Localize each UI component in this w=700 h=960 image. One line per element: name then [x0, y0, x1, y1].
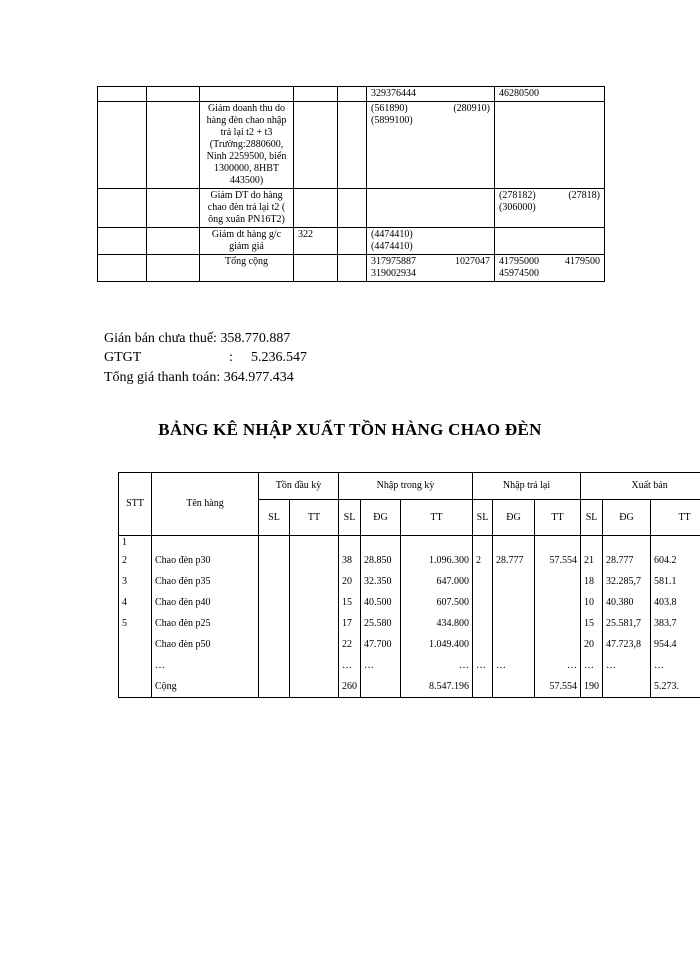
- cell-name: …: [152, 655, 259, 676]
- value-text: (278182): [499, 190, 536, 201]
- cell-blank-a: [98, 255, 147, 282]
- cell-val1: [367, 228, 495, 255]
- value-text: (561890): [371, 103, 408, 114]
- cell-n-dg: 32.350: [361, 571, 401, 592]
- value-text: 4179500: [565, 256, 600, 267]
- cell-x-tt: 954.4: [651, 634, 700, 655]
- cell-blank-a: [98, 228, 147, 255]
- inventory-table-body: [119, 536, 700, 698]
- cell-x-tt: [651, 536, 700, 551]
- cell-val2: [495, 255, 605, 282]
- cell-name: [152, 536, 259, 551]
- inventory-row: [119, 536, 700, 551]
- cell-name: Chao đèn p35: [152, 571, 259, 592]
- cell-n-dg: 47.700: [361, 634, 401, 655]
- cell-r-dg: [493, 634, 535, 655]
- cell-r-dg: [493, 571, 535, 592]
- cell-r-dg: 28.777: [493, 550, 535, 571]
- cell-r-sl: [473, 634, 493, 655]
- cell-x-sl: 18: [581, 571, 603, 592]
- cell-r-tt: [535, 571, 581, 592]
- inventory-row: [119, 571, 700, 592]
- value-text: 45974500: [499, 268, 539, 279]
- cell-val2: [495, 189, 605, 228]
- cell-stt: [119, 676, 152, 698]
- value-line: [499, 256, 600, 268]
- revenue-table-row: [98, 189, 605, 228]
- cell-r-sl: [473, 676, 493, 698]
- cell-r-tt: 57.554: [535, 676, 581, 698]
- cell-ton-tt: [290, 634, 339, 655]
- cell-n-sl: 15: [339, 592, 361, 613]
- cell-ton-tt: [290, 592, 339, 613]
- cell-ton-sl: [259, 536, 290, 551]
- value-text: (27818): [568, 190, 600, 201]
- inventory-table-container: [118, 472, 700, 698]
- inventory-row: [119, 676, 700, 698]
- inventory-row: [119, 550, 700, 571]
- header-name: Tên hàng: [152, 473, 259, 536]
- cell-quantity: [294, 189, 338, 228]
- header-opening-sl: SL: [259, 500, 290, 536]
- cell-blank-a: [98, 87, 147, 102]
- cell-n-tt: 1.096.300: [401, 550, 473, 571]
- inventory-row: [119, 655, 700, 676]
- cell-val1: [367, 87, 495, 102]
- cell-blank-c: [338, 228, 367, 255]
- cell-ton-sl: [259, 571, 290, 592]
- value-line: [371, 115, 490, 127]
- value-line: [371, 88, 490, 100]
- cell-ton-sl: [259, 655, 290, 676]
- value-line: [499, 268, 600, 280]
- cell-n-sl: 38: [339, 550, 361, 571]
- value-text: 1027047: [455, 256, 490, 267]
- cell-ton-sl: [259, 613, 290, 634]
- value-line: [499, 190, 600, 202]
- cell-n-tt: [401, 536, 473, 551]
- header-opening-tt: TT: [290, 500, 339, 536]
- revenue-table-row: [98, 228, 605, 255]
- vat-separator: :: [229, 350, 233, 365]
- cell-x-sl: 20: [581, 634, 603, 655]
- cell-description: Giảm DT do hàng chao đèn trả lại t2 ( ông xuân PN16T2): [200, 189, 294, 228]
- cell-ton-tt: [290, 676, 339, 698]
- cell-r-dg: …: [493, 655, 535, 676]
- cell-ton-tt: [290, 613, 339, 634]
- inventory-row: [119, 613, 700, 634]
- header-return-sl: SL: [473, 500, 493, 536]
- value-text: 317975887: [371, 256, 416, 267]
- value-line: [499, 202, 600, 214]
- revenue-table-row: [98, 255, 605, 282]
- cell-quantity: [294, 255, 338, 282]
- cell-r-sl: [473, 536, 493, 551]
- cell-r-dg: [493, 613, 535, 634]
- header-import-tt: TT: [401, 500, 473, 536]
- cell-stt: [119, 634, 152, 655]
- cell-ton-sl: [259, 634, 290, 655]
- header-group-sales: Xuất bán: [581, 473, 700, 500]
- header-import-dg: ĐG: [361, 500, 401, 536]
- cell-x-tt: 581.1: [651, 571, 700, 592]
- cell-stt: 3: [119, 571, 152, 592]
- cell-n-sl: [339, 536, 361, 551]
- cell-description: Tổng cộng: [200, 255, 294, 282]
- cell-r-sl: [473, 613, 493, 634]
- cell-n-dg: [361, 676, 401, 698]
- cell-n-sl: 20: [339, 571, 361, 592]
- value-text: (306000): [499, 202, 536, 213]
- cell-blank-c: [338, 87, 367, 102]
- cell-blank-c: [338, 255, 367, 282]
- cell-r-tt: 57.554: [535, 550, 581, 571]
- cell-stt: 5: [119, 613, 152, 634]
- value-line: [371, 103, 490, 115]
- cell-n-sl: …: [339, 655, 361, 676]
- revenue-table-row: [98, 87, 605, 102]
- cell-x-tt: 383.7: [651, 613, 700, 634]
- cell-description: Giảm dt hàng g/c giảm giá: [200, 228, 294, 255]
- cell-n-dg: 25.580: [361, 613, 401, 634]
- header-return-dg: ĐG: [493, 500, 535, 536]
- cell-x-sl: 15: [581, 613, 603, 634]
- cell-name: Chao đèn p50: [152, 634, 259, 655]
- cell-blank-b: [147, 87, 200, 102]
- cell-n-dg: 28.850: [361, 550, 401, 571]
- cell-x-dg: [603, 536, 651, 551]
- cell-ton-tt: [290, 655, 339, 676]
- cell-x-dg: 47.723,8: [603, 634, 651, 655]
- cell-val1: [367, 102, 495, 189]
- cell-x-dg: [603, 676, 651, 698]
- cell-blank-a: [98, 189, 147, 228]
- cell-quantity: [294, 102, 338, 189]
- cell-r-dg: [493, 536, 535, 551]
- cell-blank-b: [147, 228, 200, 255]
- inventory-table: [118, 472, 700, 698]
- header-group-return: Nhập trả lại: [473, 473, 581, 500]
- cell-blank-c: [338, 102, 367, 189]
- cell-blank-b: [147, 102, 200, 189]
- cell-stt: [119, 655, 152, 676]
- cell-val2: [495, 228, 605, 255]
- value-line: [371, 229, 490, 241]
- value-text: (5899100): [371, 115, 413, 126]
- cell-n-tt: 647.000: [401, 571, 473, 592]
- value-text: (4474410): [371, 241, 413, 252]
- cell-blank-c: [338, 189, 367, 228]
- cell-r-tt: …: [535, 655, 581, 676]
- revenue-table: [97, 86, 605, 282]
- cell-x-tt: …: [651, 655, 700, 676]
- cell-r-tt: [535, 536, 581, 551]
- header-group-opening: Tồn đầu kỳ: [259, 473, 339, 500]
- revenue-table-row: [98, 102, 605, 189]
- cell-n-tt: 434.800: [401, 613, 473, 634]
- value-line: [371, 268, 490, 280]
- header-sales-tt: TT: [651, 500, 700, 536]
- cell-description: Giảm doanh thu do hàng đèn chao nhập trả lại t2 + t3 (Trường:2880600, Ninh 2259500, biển 1300000, 8HBT 443500): [200, 102, 294, 189]
- cell-x-dg: 32.285,7: [603, 571, 651, 592]
- cell-blank-b: [147, 255, 200, 282]
- cell-description: [200, 87, 294, 102]
- cell-val2: [495, 87, 605, 102]
- header-sales-dg: ĐG: [603, 500, 651, 536]
- cell-n-sl: 17: [339, 613, 361, 634]
- total-payment-line: Tổng giá thanh toán: 364.977.434: [104, 370, 294, 385]
- cell-ton-sl: [259, 592, 290, 613]
- cell-name: Chao đèn p40: [152, 592, 259, 613]
- cell-x-dg: 25.581,7: [603, 613, 651, 634]
- header-import-sl: SL: [339, 500, 361, 536]
- cell-x-tt: 604.2: [651, 550, 700, 571]
- value-line: [371, 256, 490, 268]
- cell-ton-sl: [259, 550, 290, 571]
- cell-r-tt: [535, 634, 581, 655]
- cell-x-dg: 40.380: [603, 592, 651, 613]
- cell-n-sl: 22: [339, 634, 361, 655]
- cell-x-sl: 21: [581, 550, 603, 571]
- cell-name: Chao đèn p25: [152, 613, 259, 634]
- cell-quantity: [294, 87, 338, 102]
- cell-n-tt: …: [401, 655, 473, 676]
- cell-n-tt: 1.049.400: [401, 634, 473, 655]
- value-text: 46280500: [499, 88, 539, 99]
- cell-x-tt: 403.8: [651, 592, 700, 613]
- cell-ton-sl: [259, 676, 290, 698]
- cell-val1: [367, 189, 495, 228]
- revenue-table-body: [98, 87, 605, 282]
- cell-x-sl: [581, 536, 603, 551]
- cell-ton-tt: [290, 571, 339, 592]
- vat-line: [104, 348, 334, 368]
- cell-r-sl: [473, 592, 493, 613]
- cell-n-dg: [361, 536, 401, 551]
- cell-n-tt: 8.547.196: [401, 676, 473, 698]
- page-title: BẢNG KÊ NHẬP XUẤT TỒN HÀNG CHAO ĐÈN: [158, 420, 542, 439]
- header-group-import: Nhập trong kỳ: [339, 473, 473, 500]
- vat-label: GTGT: [104, 350, 142, 365]
- value-line: [371, 241, 490, 253]
- cell-blank-b: [147, 189, 200, 228]
- value-text: (4474410): [371, 229, 413, 240]
- cell-r-dg: [493, 676, 535, 698]
- cell-r-sl: …: [473, 655, 493, 676]
- cell-r-sl: 2: [473, 550, 493, 571]
- cell-blank-a: [98, 102, 147, 189]
- value-text: 329376444: [371, 88, 416, 99]
- cell-name: Chao đèn p30: [152, 550, 259, 571]
- value-text: 41795000: [499, 256, 539, 267]
- cell-r-dg: [493, 592, 535, 613]
- cell-stt: 1: [119, 536, 152, 551]
- cell-x-tt: 5.273.: [651, 676, 700, 698]
- value-line: [499, 88, 600, 100]
- cell-val1: [367, 255, 495, 282]
- cell-n-sl: 260: [339, 676, 361, 698]
- cell-ton-tt: [290, 550, 339, 571]
- net-price-line: Gián bán chưa thuế: 358.770.887: [104, 331, 291, 346]
- cell-stt: 2: [119, 550, 152, 571]
- cell-r-tt: [535, 613, 581, 634]
- cell-name: Cộng: [152, 676, 259, 698]
- header-return-tt: TT: [535, 500, 581, 536]
- inventory-row: [119, 634, 700, 655]
- cell-r-sl: [473, 571, 493, 592]
- cell-n-dg: 40.500: [361, 592, 401, 613]
- cell-x-sl: …: [581, 655, 603, 676]
- cell-x-sl: 190: [581, 676, 603, 698]
- cell-x-sl: 10: [581, 592, 603, 613]
- vat-value: 5.236.547: [251, 350, 307, 365]
- inventory-row: [119, 592, 700, 613]
- cell-n-tt: 607.500: [401, 592, 473, 613]
- cell-x-dg: …: [603, 655, 651, 676]
- cell-ton-tt: [290, 536, 339, 551]
- value-text: 319002934: [371, 268, 416, 279]
- header-sales-sl: SL: [581, 500, 603, 536]
- cell-x-dg: 28.777: [603, 550, 651, 571]
- cell-n-dg: …: [361, 655, 401, 676]
- value-text: (280910): [453, 103, 490, 114]
- cell-stt: 4: [119, 592, 152, 613]
- header-stt: STT: [119, 473, 152, 536]
- cell-r-tt: [535, 592, 581, 613]
- cell-val2: [495, 102, 605, 189]
- cell-quantity: 322: [294, 228, 338, 255]
